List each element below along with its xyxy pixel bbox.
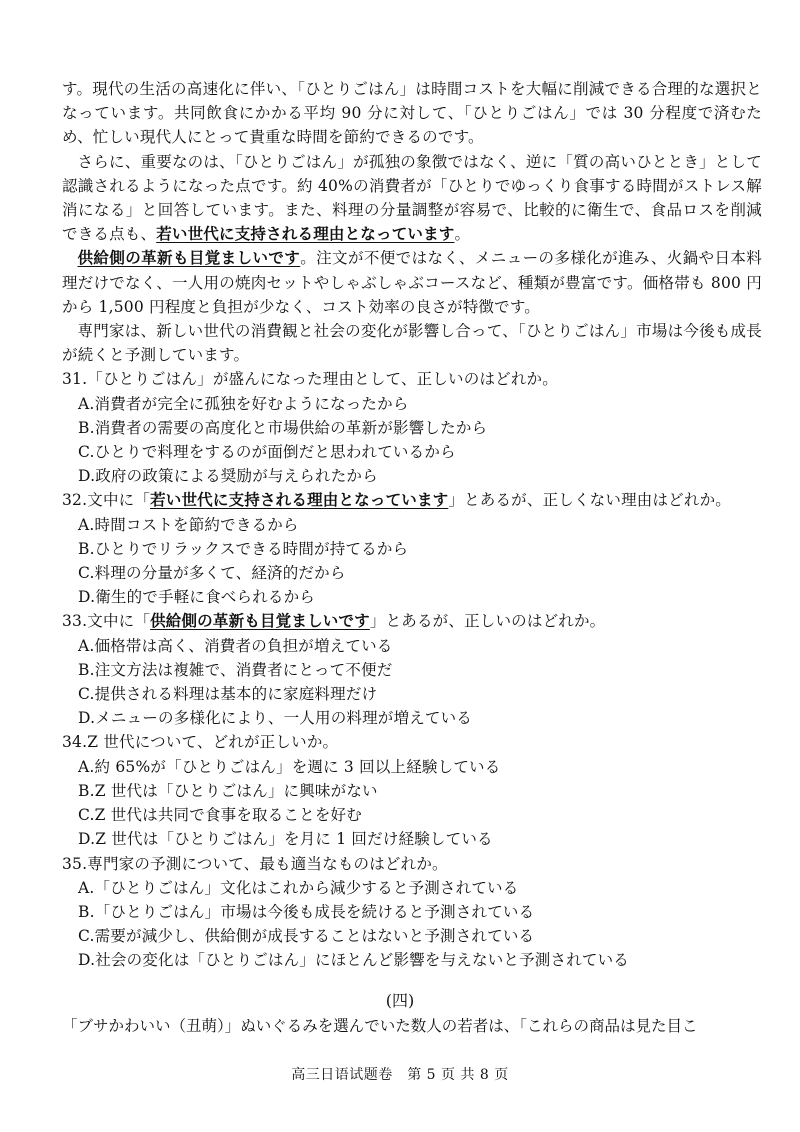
question-31-option-d: D.政府の政策による奨励が与えられたから — [78, 467, 378, 486]
page-footer: 高三日语试题卷 第 5 页 共 8 页 — [291, 1067, 509, 1083]
question-33-option-b: B.注文方法は複雑で、消費者にとって不便だ — [78, 660, 393, 679]
paragraph-3 — [62, 246, 762, 319]
question-34-option-d: D.Z 世代は「ひとりごはん」を月に 1 回だけ経験している — [78, 830, 493, 849]
question-32-option-b: B.ひとりでリラックスできる時間が持てるから — [78, 539, 409, 558]
question-32-stem-end: 」とあるが、正しくない理由はどれか。 — [448, 491, 731, 510]
question-35-option-c: C.需要が減少し、供給側が成長することはないと予測されている — [78, 927, 535, 946]
paragraph-2-text: さらに、重要なのは、「ひとりごはん」が孤独の象徴ではなく、逆に「質の高いひととき」として認識されるようになった点です。約 40%の消費者が「ひとりでゆっくり食事する時間がストレス解消になる」と回答しています。また、料理の分量調整が容易で、比較的に衛生で、食品ロスを削減できる点も、 — [62, 152, 762, 244]
paragraph-1: す。現代の生活の高速化に伴い、「ひとりごはん」は時間コストを大幅に削減できる合理的な選択となっています。共同飲食にかかる平均 90 分に対して、「ひとりごはん」では 30 分程度で済むため、忙しい現代人にとって貴重な時間を節約できるのです。 — [62, 80, 762, 147]
question-34-option-b: B.Z 世代は「ひとりごはん」に興味がない — [78, 781, 378, 800]
question-35-option-d: D.社会の変化は「ひとりごはん」にほとんど影響を与えないと予測されている — [78, 951, 630, 970]
question-32-stem — [62, 488, 762, 512]
question-31 — [62, 367, 762, 488]
question-33-underlined: 供給側の革新も目覚ましいです — [150, 611, 370, 631]
question-32 — [62, 488, 762, 609]
question-33-option-c: C.提供される料理は基本的に家庭料理だけ — [78, 685, 378, 704]
paragraph-2 — [62, 150, 762, 247]
question-35-option-a: A.「ひとりごはん」文化はこれから減少すると予測されている — [78, 878, 519, 897]
question-31-stem: 31.「ひとりごはん」が盛んになった理由として、正しいのはどれか。 — [62, 370, 558, 389]
question-33-stem — [62, 609, 762, 633]
paragraph-3-text: 。注文が不便ではなく、メニューの多様化が進み、火鍋や日本料理だけでなく、一人用の焼肉セットやしゃぶしゃぶコースなど、種類が豊富です。価格帯も 800 円から 1,500 円程度と負担が少なく、コスト効率の良さが特徴です。 — [62, 249, 762, 316]
question-32-option-a: A.時間コストを節約できるから — [78, 515, 299, 534]
question-32-option-d: D.衛生的で手軽に食べられるから — [78, 588, 316, 607]
section-heading: (四) — [385, 991, 415, 1010]
question-32-underlined: 若い世代に支持される理由となっています — [150, 490, 449, 510]
question-34 — [62, 730, 762, 851]
question-35-option-b: B.「ひとりごはん」市場は今後も成長を続けると予測されている — [78, 902, 535, 921]
question-31-option-a: A.消費者が完全に孤独を好むようになったから — [78, 394, 409, 413]
question-35-stem: 35.専門家の予測について、最も適当なものはどれか。 — [62, 854, 448, 873]
question-31-option-b: B.消費者の需要の高度化と市場供給の革新が影響したから — [78, 418, 488, 437]
question-33-stem-end: 」とあるが、正しいのはどれか。 — [369, 612, 606, 631]
paragraph-2-end: 。 — [454, 225, 471, 244]
question-33-stem-start: 33.文中に「 — [62, 612, 151, 631]
question-33-option-d: D.メニューの多様化により、一人用の料理が増えている — [78, 709, 473, 728]
question-34-option-c: C.Z 世代は共同で食事を取ることを好む — [78, 806, 362, 825]
question-33 — [62, 609, 762, 730]
question-34-option-a: A.約 65%が「ひとりごはん」を週に 3 回以上経験している — [78, 757, 501, 776]
next-passage-start: 「ブサかわいい（丑萌）」ぬいぐるみを選んでいた数人の若者は、「これらの商品は見た目こ — [62, 1017, 698, 1035]
question-31-option-c: C.ひとりで料理をするのが面倒だと思われているから — [78, 443, 456, 462]
underlined-phrase-supply-innovation: 供給側の革新も目覚ましいです — [77, 248, 301, 268]
question-34-stem: 34.Z 世代について、どれが正しいか。 — [62, 733, 339, 752]
question-32-stem-start: 32.文中に「 — [62, 491, 151, 510]
underlined-phrase-young-support: 若い世代に支持される理由となっています — [156, 224, 455, 244]
question-35 — [62, 852, 762, 973]
paragraph-4: 専門家は、新しい世代の消費観と社会の変化が影響し合って、「ひとりごはん」市場は今後も成長が続くと予測しています。 — [62, 322, 762, 365]
question-32-option-c: C.料理の分量が多くて、経済的だから — [78, 564, 346, 583]
reading-passage — [62, 77, 762, 973]
question-33-option-a: A.価格帯は高く、消費者の負担が増えている — [78, 636, 393, 655]
